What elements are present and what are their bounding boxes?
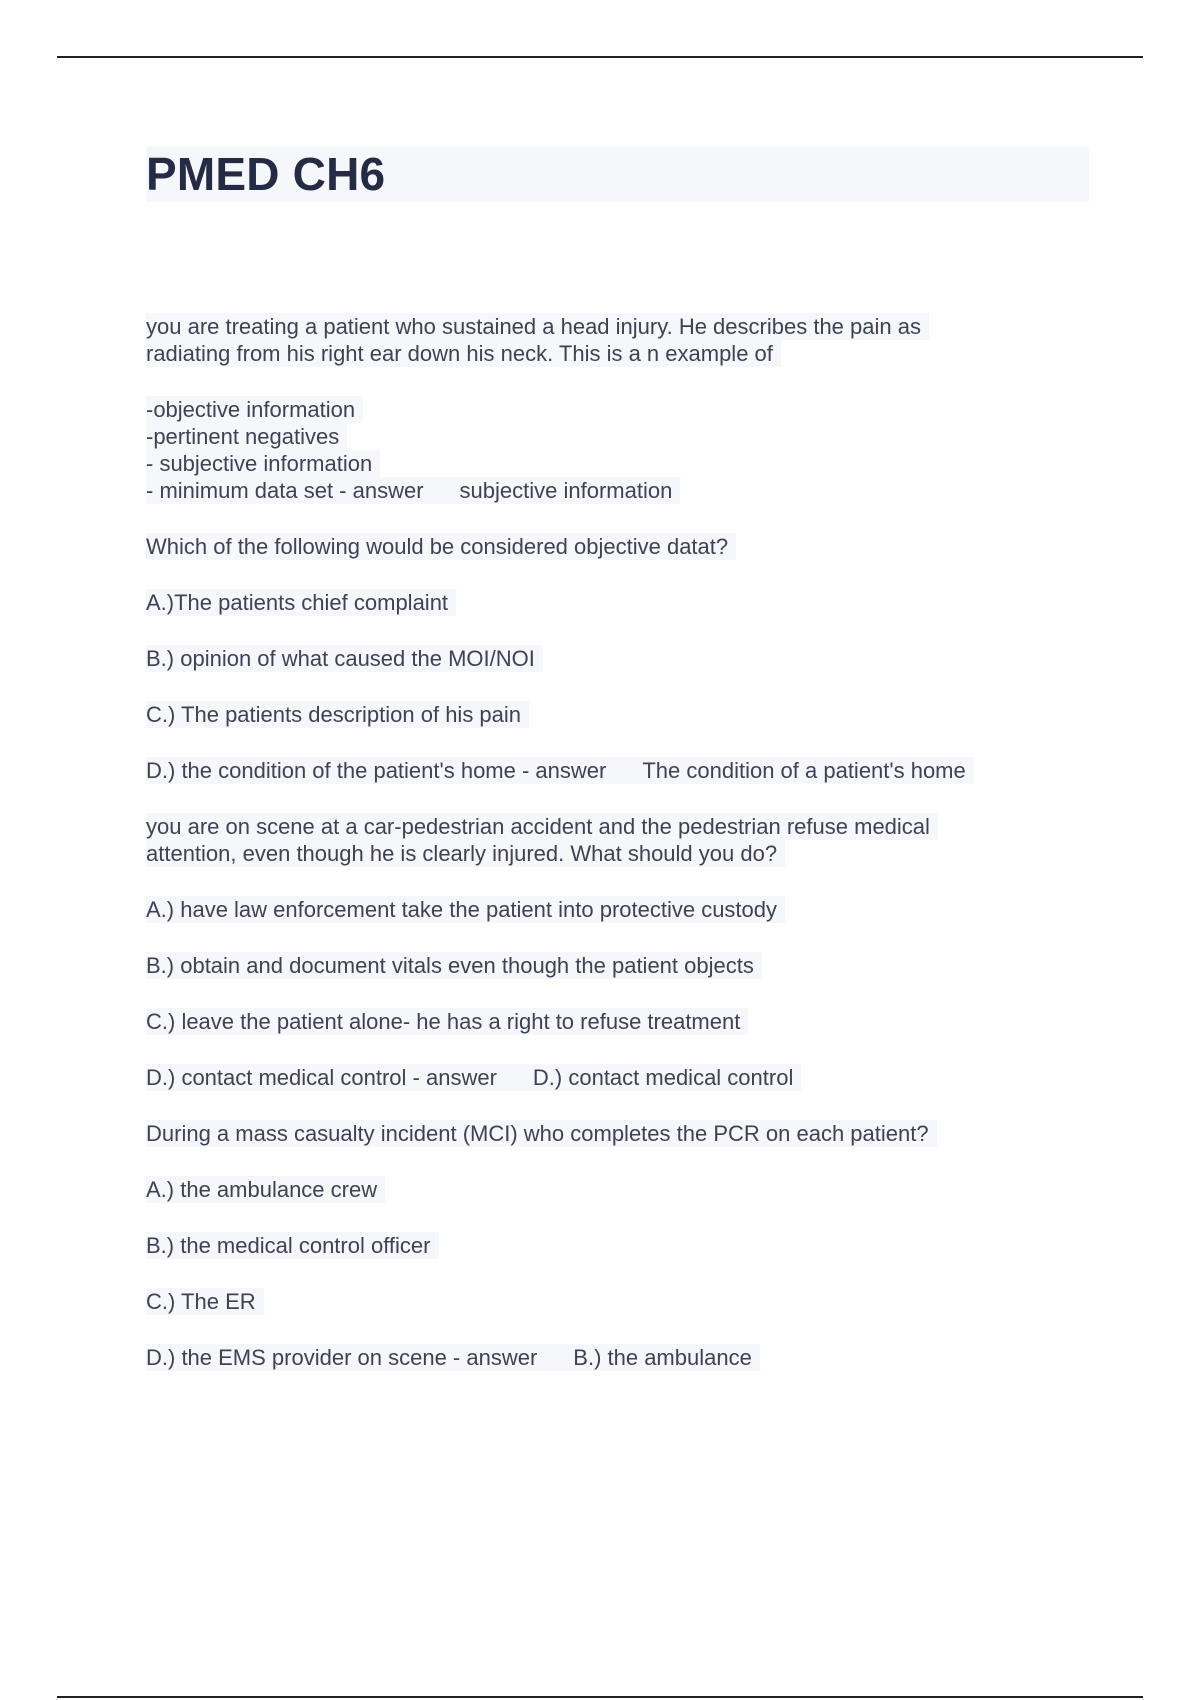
q4-option-a: A.) the ambulance crew <box>146 1176 385 1203</box>
q2-option-b: B.) opinion of what caused the MOI/NOI <box>146 645 543 672</box>
q2-option-a: A.)The patients chief complaint <box>146 589 456 616</box>
q3-text-line1: you are on scene at a car-pedestrian accident and the pedestrian refuse medical <box>146 813 938 840</box>
q4-option-c: C.) The ER <box>146 1288 264 1315</box>
question-1 <box>146 313 1076 367</box>
q1-text-line1: you are treating a patient who sustained a head injury. He describes the pain as <box>146 313 929 340</box>
q1-option-4-answer-row <box>146 477 680 504</box>
q3-text-line2: attention, even though he is clearly injured. What should you do? <box>146 840 785 867</box>
q3-option-a-row <box>146 896 1076 923</box>
q2-option-d-answer <box>146 757 974 784</box>
q2-option-c: C.) The patients description of his pain <box>146 701 529 728</box>
q3-option-d-answer <box>146 1064 801 1091</box>
question-3 <box>146 813 1076 867</box>
q4-answer: B.) the ambulance <box>573 1345 752 1370</box>
q3-option-d: D.) contact medical control - answer <box>146 1065 497 1090</box>
q3-option-b: B.) obtain and document vitals even though the patient objects <box>146 952 762 979</box>
q3-option-c-row <box>146 1008 1076 1035</box>
top-rule <box>57 56 1143 58</box>
q2-option-d: D.) the condition of the patient's home - answer <box>146 758 607 783</box>
q2-option-c-row <box>146 701 1076 728</box>
q4-option-a-row <box>146 1176 1076 1203</box>
q2-answer: The condition of a patient's home <box>642 758 966 783</box>
q2-text: Which of the following would be considered objective datat? <box>146 533 736 560</box>
bottom-rule <box>57 1696 1143 1698</box>
q4-option-b: B.) the medical control officer <box>146 1232 439 1259</box>
q1-option-1: -objective information <box>146 396 363 423</box>
q1-option-3: - subjective information <box>146 450 380 477</box>
q4-option-d: D.) the EMS provider on scene - answer <box>146 1345 538 1370</box>
q4-option-c-row <box>146 1288 1076 1315</box>
q3-option-a: A.) have law enforcement take the patient into protective custody <box>146 896 785 923</box>
q2-option-b-row <box>146 645 1076 672</box>
q4-option-d-answer <box>146 1344 760 1371</box>
document-body <box>146 313 1076 1400</box>
q4-text: During a mass casualty incident (MCI) who completes the PCR on each patient? <box>146 1120 937 1147</box>
q1-option-2: -pertinent negatives <box>146 423 347 450</box>
page-title: PMED CH6 <box>146 148 386 200</box>
q4-option-d-row <box>146 1344 1076 1371</box>
q1-answer: subjective information <box>459 478 673 503</box>
q1-option-4: - minimum data set - answer <box>146 478 424 503</box>
q1-text-line2: radiating from his right ear down his neck. This is a n example of <box>146 340 781 367</box>
q2-option-a-row <box>146 589 1076 616</box>
q4-option-b-row <box>146 1232 1076 1259</box>
q3-option-c: C.) leave the patient alone- he has a right to refuse treatment <box>146 1008 748 1035</box>
question-2 <box>146 533 1076 560</box>
q2-option-d-row <box>146 757 1076 784</box>
q1-options <box>146 396 1076 504</box>
q3-option-b-row <box>146 952 1076 979</box>
question-4 <box>146 1120 1076 1147</box>
q3-answer: D.) contact medical control <box>532 1065 794 1090</box>
q3-option-d-row <box>146 1064 1076 1091</box>
